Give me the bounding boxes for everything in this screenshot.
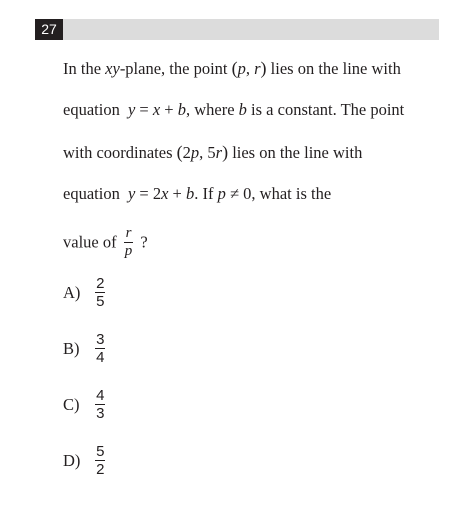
choice-fraction: $\frac{3}{4}$	[96, 331, 105, 366]
question-text-line-3: with coordinates (2p, 5r) lies on the line with	[63, 142, 363, 162]
choice-fraction: $\frac{2}{5}$	[96, 275, 105, 310]
question-text-line-1: In the xy-plane, the point (p, r) lies on the line with	[63, 58, 401, 78]
choice-fraction: $\frac{4}{3}$	[96, 387, 105, 422]
choice-letter: C)	[63, 394, 80, 414]
choice-a[interactable]	[63, 276, 108, 309]
r-over-p-fraction: $\frac{r}{p}$	[124, 225, 133, 259]
question-number: 27	[35, 19, 63, 40]
question-text-line-4: equation y = 2x + b. If p ≠ 0, what is the	[63, 184, 332, 203]
choice-fraction: $\frac{5}{2}$	[96, 443, 105, 478]
choice-b[interactable]	[63, 332, 108, 365]
question-header-bar	[35, 19, 439, 40]
choice-letter: A)	[63, 282, 81, 302]
question-text-line-2: equation y = x + b, where b is a constant. The point	[63, 100, 405, 119]
choice-c[interactable]	[63, 388, 108, 421]
choice-letter: B)	[63, 338, 80, 358]
choice-letter: D)	[63, 450, 81, 470]
question-text-line-5: value of $\frac{r}{p}$ ?	[63, 225, 148, 259]
choice-d[interactable]	[63, 444, 108, 477]
